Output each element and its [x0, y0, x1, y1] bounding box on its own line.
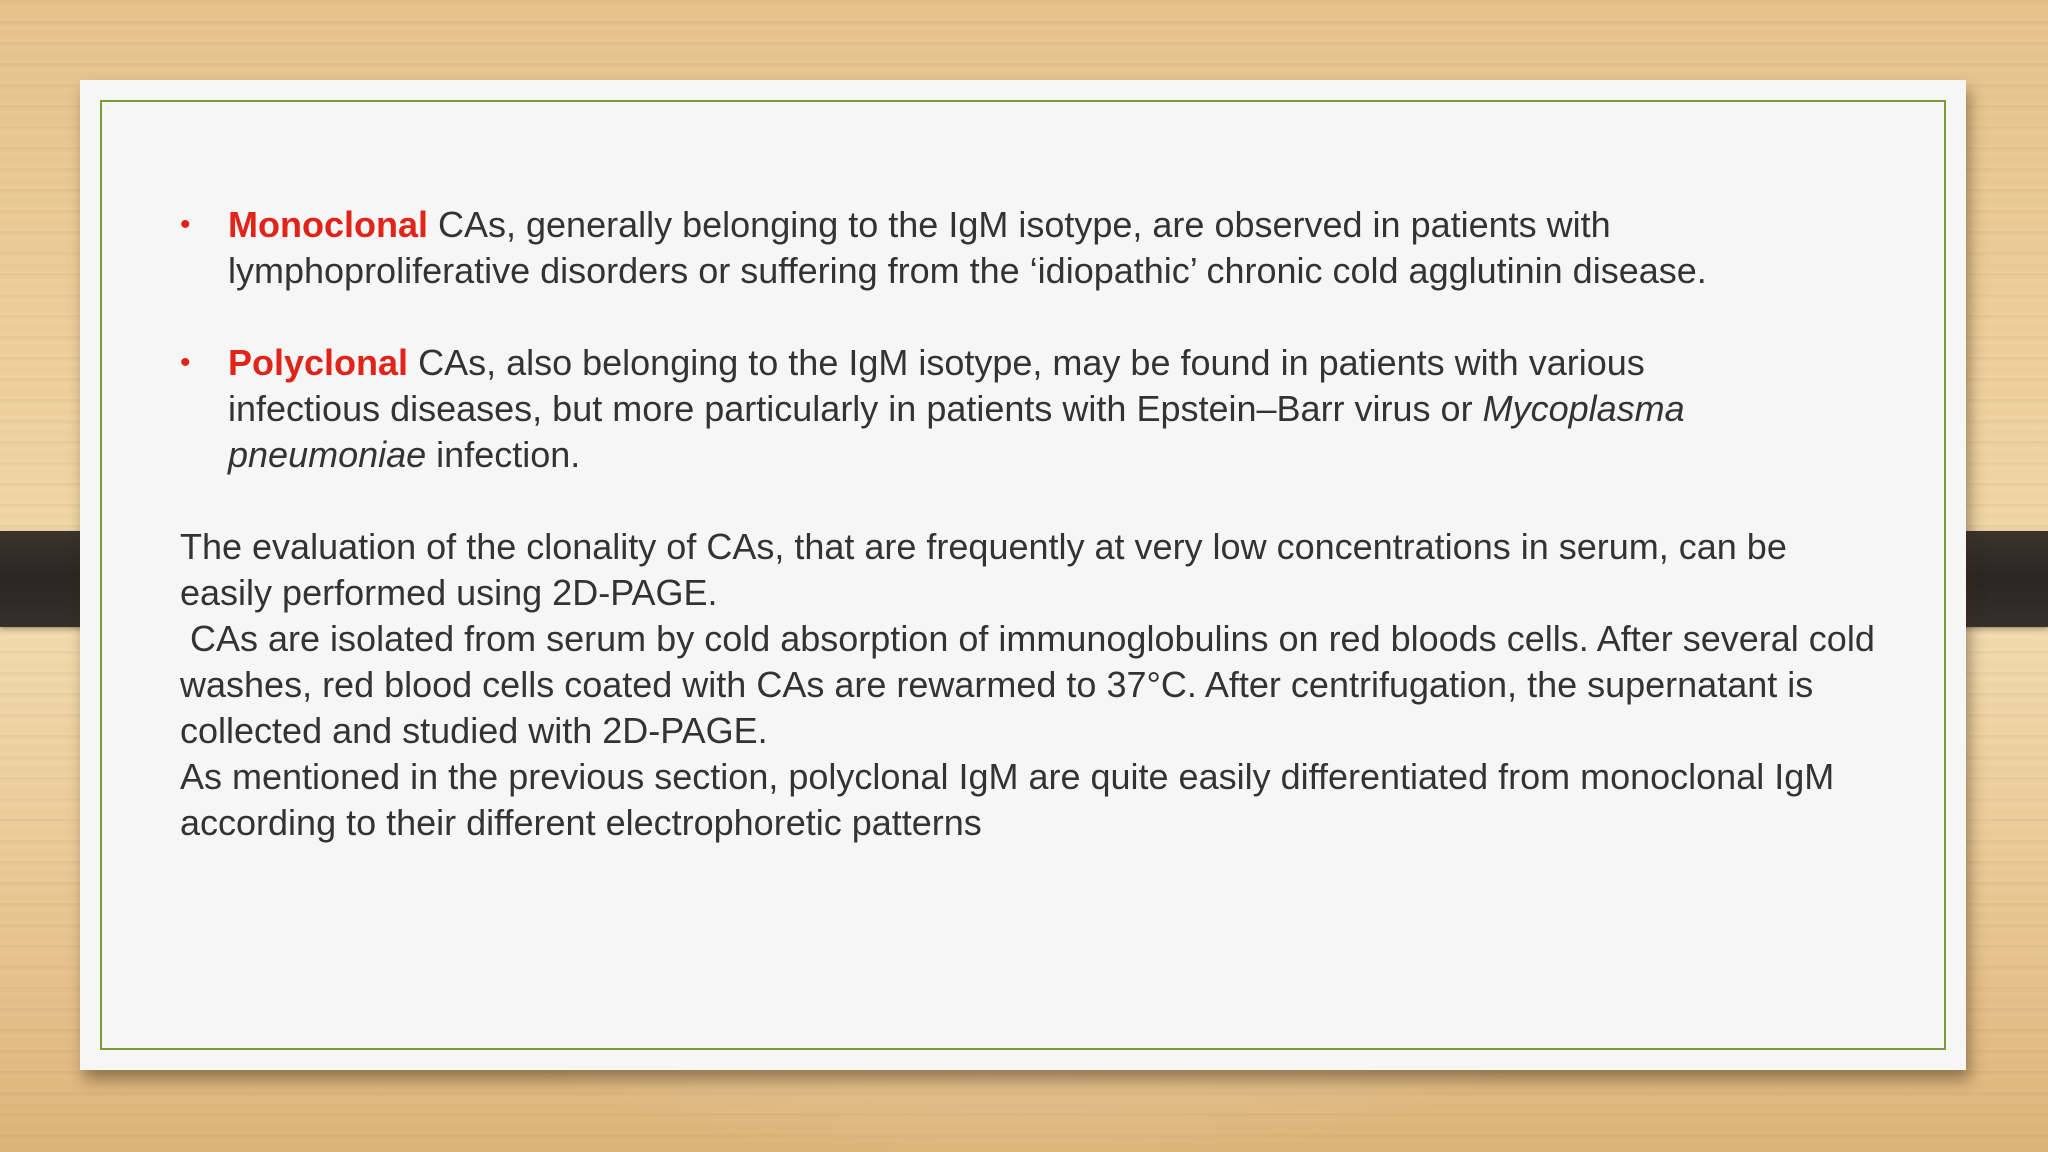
bullet-tail-text: infection. [426, 434, 581, 475]
paragraph-sentence: As mentioned in the previous section, polyclonal IgM are quite easily differentiated from monoclonal IgM according to their different electrophoretic patterns [180, 756, 1835, 843]
bullet-text: CAs, also belonging to the IgM isotype, may be found in patients with various infectious diseases, but more particularly in patients with Epstein–Barr virus or [228, 342, 1645, 429]
slide-card [80, 80, 1966, 1070]
bullet-dot-icon: • [180, 346, 191, 379]
bullet-dot-icon: • [180, 208, 191, 241]
bullet-term: Monoclonal [228, 204, 428, 245]
slide-content [180, 202, 1900, 846]
paragraph-sentence: The evaluation of the clonality of CAs, that are frequently at very low concentrations in serum, can be easily performed using 2D-PAGE. [180, 526, 1787, 613]
bullet-term: Polyclonal [228, 342, 409, 383]
paragraph-sentence: CAs are isolated from serum by cold absorption of immunoglobulins on red bloods cells. After several cold washes, red blood cells coated with CAs are rewarmed to 37°C. After centrifugation, the supernatant is collected and studied with 2D-PAGE. [180, 618, 1885, 751]
body-paragraph [180, 524, 1885, 846]
bullet-text: CAs, generally belonging to the IgM isotype, are observed in patients with lymphoproliferative disorders or suffering from the ‘idiopathic’ chronic cold agglutinin disease. [228, 204, 1707, 291]
bullet-italic-text: Mycoplasma pneumoniae [228, 388, 1685, 475]
bullet-polyclonal [180, 340, 1788, 478]
bullet-monoclonal [180, 202, 1788, 294]
